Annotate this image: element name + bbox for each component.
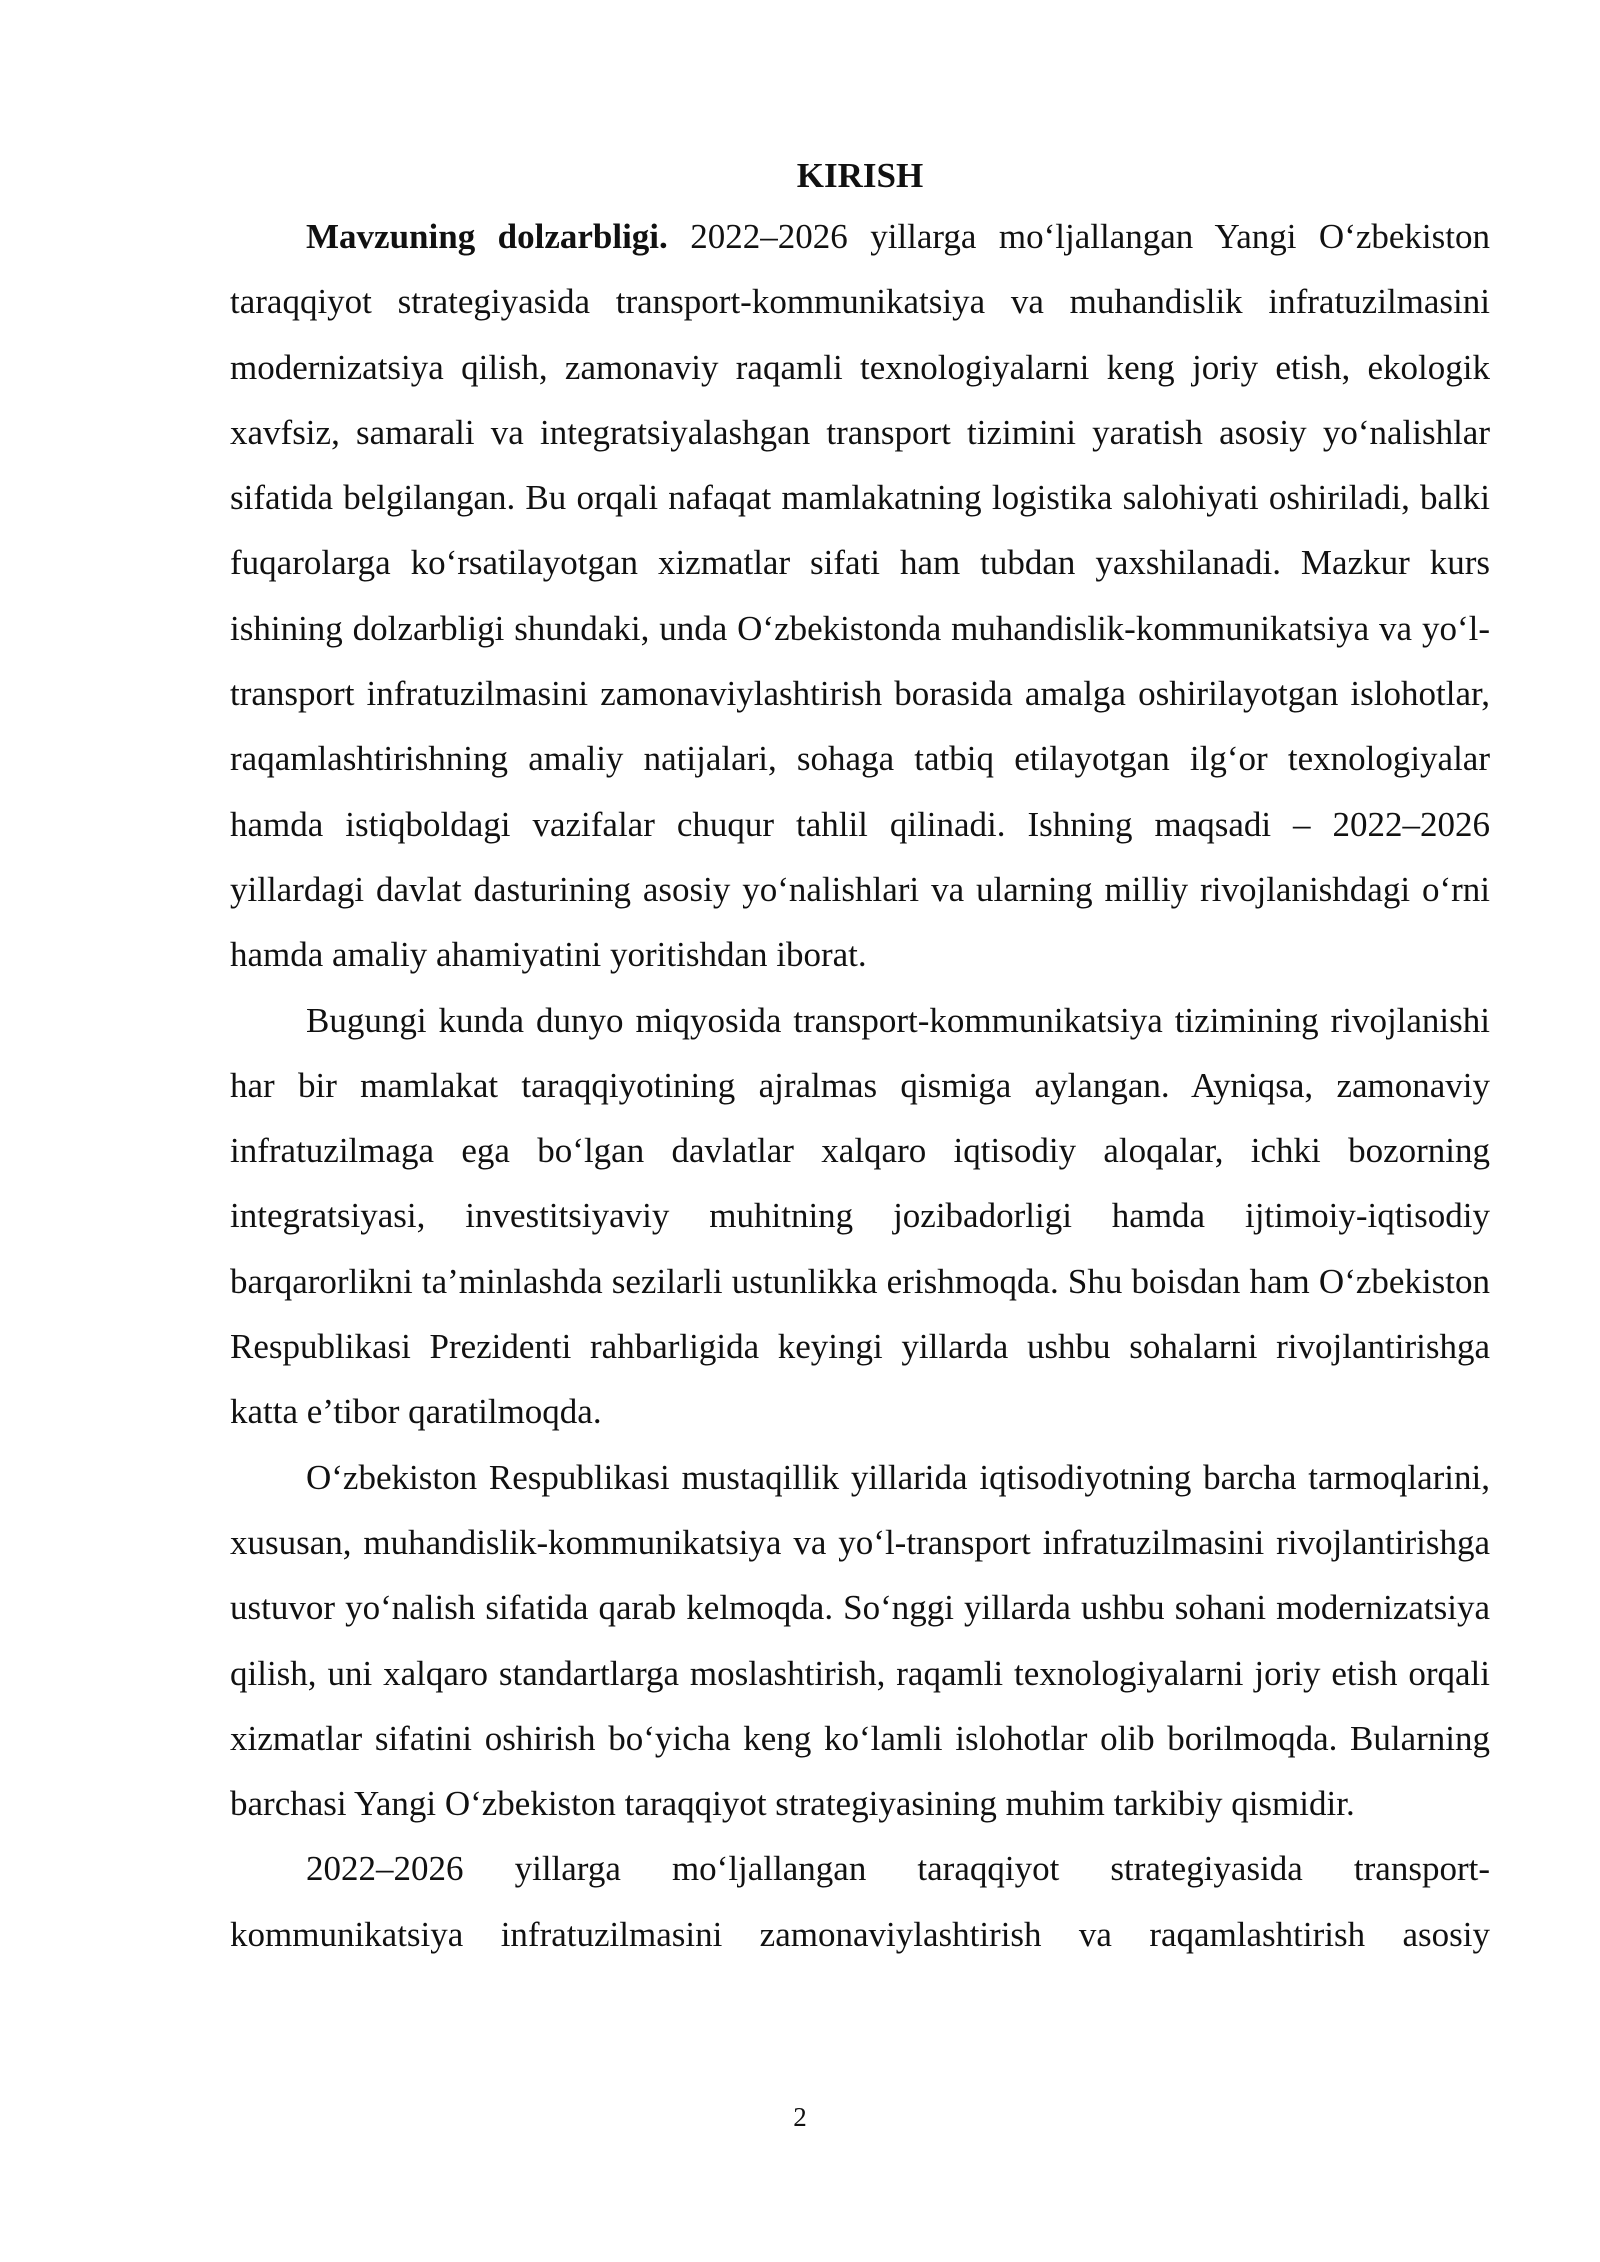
document-body [230,148,1490,1967]
paragraph-1 [230,204,1490,988]
paragraph-2 [230,988,1490,1445]
paragraph-text: 2022–2026 yillarga moʻljallangan taraqqiyot strategiyasida transport-kommunikatsiya infratuzilmasini zamonaviylashtirish va raqamlashtirish asosiy [230,1849,1490,1954]
paragraph-3 [230,1445,1490,1837]
paragraph-4 [230,1836,1490,1967]
paragraph-text: Oʻzbekiston Respublikasi mustaqillik yillarida iqtisodiyotning barcha tarmoqlarini, xususan, muhandislik-kommunikatsiya va yoʻl-transport infratuzilmasini rivojlantirishga ustuvor yoʻnalish sifatida qarab kelmoqda. Soʻnggi yillarda ushbu sohani modernizatsiya qilish, uni xalqaro standartlarga moslashtirish, raqamli texnologiyalarni joriy etish orqali xizmatlar sifatini oshirish boʻyicha keng koʻlamli islohotlar olib borilmoqda. Bularning barchasi Yangi Oʻzbekiston taraqqiyot strategiyasining muhim tarkibiy qismidir. [230,1457,1490,1824]
paragraph-text: Bugungi kunda dunyo miqyosida transport-kommunikatsiya tizimining rivojlanishi har bir mamlakat taraqqiyotining ajralmas qismiga aylangan. Ayniqsa, zamonaviy infratuzilmaga ega boʻlgan davlatlar xalqaro iqtisodiy aloqalar, ichki bozorning integratsiyasi, investitsiyaviy muhitning jozibadorligi hamda ijtimoiy-iqtisodiy barqarorlikni ta’minlashda sezilarli ustunlikka erishmoqda. Shu boisdan ham Oʻzbekiston Respublikasi Prezidenti rahbarligida keyingi yillarda ushbu sohalarni rivojlantirishga katta e’tibor qaratilmoqda. [230,1000,1490,1432]
paragraph-text: 2022–2026 yillarga moʻljallangan Yangi Oʻzbekiston taraqqiyot strategiyasida transport-kommunikatsiya va muhandislik infratuzilmasini modernizatsiya qilish, zamonaviy raqamli texnologiyalarni keng joriy etish, ekologik xavfsiz, samarali va integratsiyalashgan transport tizimini yaratish asosiy yoʻnalishlar sifatida belgilangan. Bu orqali nafaqat mamlakatning logistika salohiyati oshiriladi, balki fuqarolarga koʻrsatilayotgan xizmatlar sifati ham tubdan yaxshilanadi. Mazkur kurs ishining dolzarbligi shundaki, unda Oʻzbekistonda muhandislik-kommunikatsiya va yoʻl-transport infratuzilmasini zamonaviylashtirish borasida amalga oshirilayotgan islohotlar, raqamlashtirishning amaliy natijalari, sohaga tatbiq etilayotgan ilgʻor texnologiyalar hamda istiqboldagi vazifalar chuqur tahlil qilinadi. Ishning maqsadi – 2022–2026 yillardagi davlat dasturining asosiy yoʻnalishlari va ularning milliy rivojlanishdagi oʻrni hamda amaliy ahamiyatini yoritishdan iborat. [230,217,1490,975]
page-number: 2 [793,2102,807,2132]
paragraph-lead: Mavzuning dolzarbligi. [306,217,668,256]
page-title: KIRISH [796,156,924,195]
